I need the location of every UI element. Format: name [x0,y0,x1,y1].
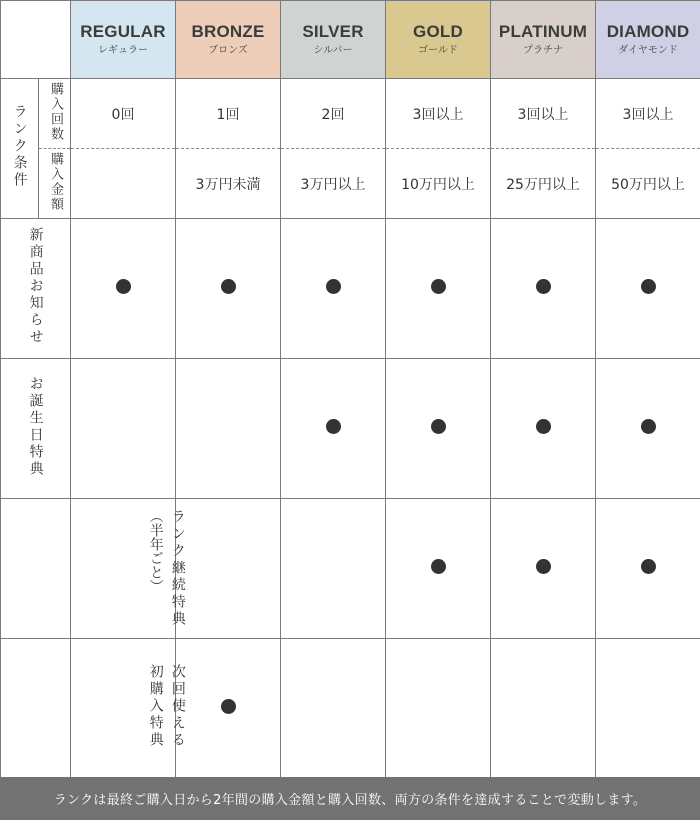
available-dot-icon [221,699,236,714]
amount-value: 50万円以上 [611,176,685,193]
benefit-cell [596,639,700,779]
benefit-cell [71,359,176,499]
first-purchase-label-group [1,664,187,749]
first-purchase-text-b: 初購入特典 [147,664,164,749]
available-dot-icon [431,279,446,294]
purchase-amount-label [39,149,71,219]
available-dot-icon [116,279,131,294]
count-value: 2回 [321,106,345,123]
rank-header-platinum [491,1,596,79]
benefit-cell [176,639,281,779]
rank-condition-text: ランク条件 [11,104,28,189]
rank-header-diamond [596,1,700,79]
rank-name: PLATINUM [498,22,588,42]
new-product-row [1,219,700,359]
benefit-cell [491,499,596,639]
benefit-cell [386,639,491,779]
rank-name-ja: ゴールド [418,45,458,57]
count-value: 3回以上 [517,106,569,123]
first-purchase-row [1,639,700,779]
benefit-cell [281,499,386,639]
rank-name: DIAMOND [606,22,690,42]
rank-name-ja: プラチナ [523,45,563,57]
rank-name-ja: レギュラー [98,45,148,57]
continuation-row [1,499,700,639]
count-value: 0回 [111,106,135,123]
available-dot-icon [431,559,446,574]
rank-condition-label [1,79,39,219]
rank-name: REGULAR [80,22,166,42]
amount-cell [176,149,281,219]
available-dot-icon [536,419,551,434]
rank-name-ja: ブロンズ [208,45,248,57]
rank-header-regular [71,1,176,79]
available-dot-icon [536,279,551,294]
benefit-cell [386,499,491,639]
new-product-text: 新商品お知らせ [27,227,44,346]
count-cell [281,79,386,149]
rank-name: BRONZE [191,22,265,42]
available-dot-icon [326,419,341,434]
purchase-amount-text: 購入金額 [47,151,63,212]
amount-cell [596,149,700,219]
amount-value: 3万円以上 [300,176,366,193]
available-dot-icon [641,559,656,574]
count-cell [386,79,491,149]
count-cell [176,79,281,149]
available-dot-icon [641,279,656,294]
birthday-row [1,359,700,499]
available-dot-icon [326,279,341,294]
benefit-cell [491,359,596,499]
amount-cell [71,149,176,219]
amount-value: 10万円以上 [401,176,475,193]
amount-cell [386,149,491,219]
benefit-cell [491,639,596,779]
continuation-label [1,499,186,639]
benefit-cell [176,219,281,359]
rank-header-gold [386,1,491,79]
first-purchase-label [1,639,186,779]
amount-cell [281,149,386,219]
benefit-cell [176,359,281,499]
footer-note [0,777,700,820]
footer-note-text: ランクは最終ご購入日から2年間の購入金額と購入回数、両方の条件を達成することで変動します。 [53,793,647,808]
count-cell [596,79,700,149]
benefit-cell [386,219,491,359]
purchase-count-text: 購入回数 [47,81,63,142]
amount-value: 25万円以上 [506,176,580,193]
available-dot-icon [536,559,551,574]
count-cell [71,79,176,149]
benefit-cell [71,219,176,359]
benefit-cell [176,499,281,639]
available-dot-icon [431,419,446,434]
rank-name-ja: シルバー [313,45,353,57]
benefit-cell [491,219,596,359]
benefit-cell [596,359,700,499]
benefit-cell [281,639,386,779]
corner-cell [1,1,71,79]
purchase-count-label [39,79,71,149]
new-product-label [1,219,71,359]
amount-cell [491,149,596,219]
available-dot-icon [221,279,236,294]
count-value: 3回以上 [622,106,674,123]
count-value: 3回以上 [412,106,464,123]
continuation-main-text: ランク継続特典 [169,509,186,628]
benefit-cell [281,219,386,359]
rank-header-silver [281,1,386,79]
benefit-cell [596,219,700,359]
rank-header-bronze [176,1,281,79]
rank-header-row [1,1,700,79]
continuation-label-group [1,509,187,628]
available-dot-icon [641,419,656,434]
count-cell [491,79,596,149]
birthday-label [1,359,71,499]
amount-value: 3万円未満 [195,176,261,193]
purchase-count-row [1,79,700,149]
continuation-sub-text: （半年ごと） [147,509,164,593]
benefit-cell [596,499,700,639]
purchase-amount-row [1,149,700,219]
rank-name-ja: ダイヤモンド [618,45,678,57]
first-purchase-text-a: 次回使える [169,664,186,749]
rank-name: SILVER [302,22,364,42]
benefit-cell [386,359,491,499]
birthday-text: お誕生日特典 [27,375,44,478]
benefit-cell [281,359,386,499]
count-value: 1回 [216,106,240,123]
rank-name: GOLD [413,22,463,42]
